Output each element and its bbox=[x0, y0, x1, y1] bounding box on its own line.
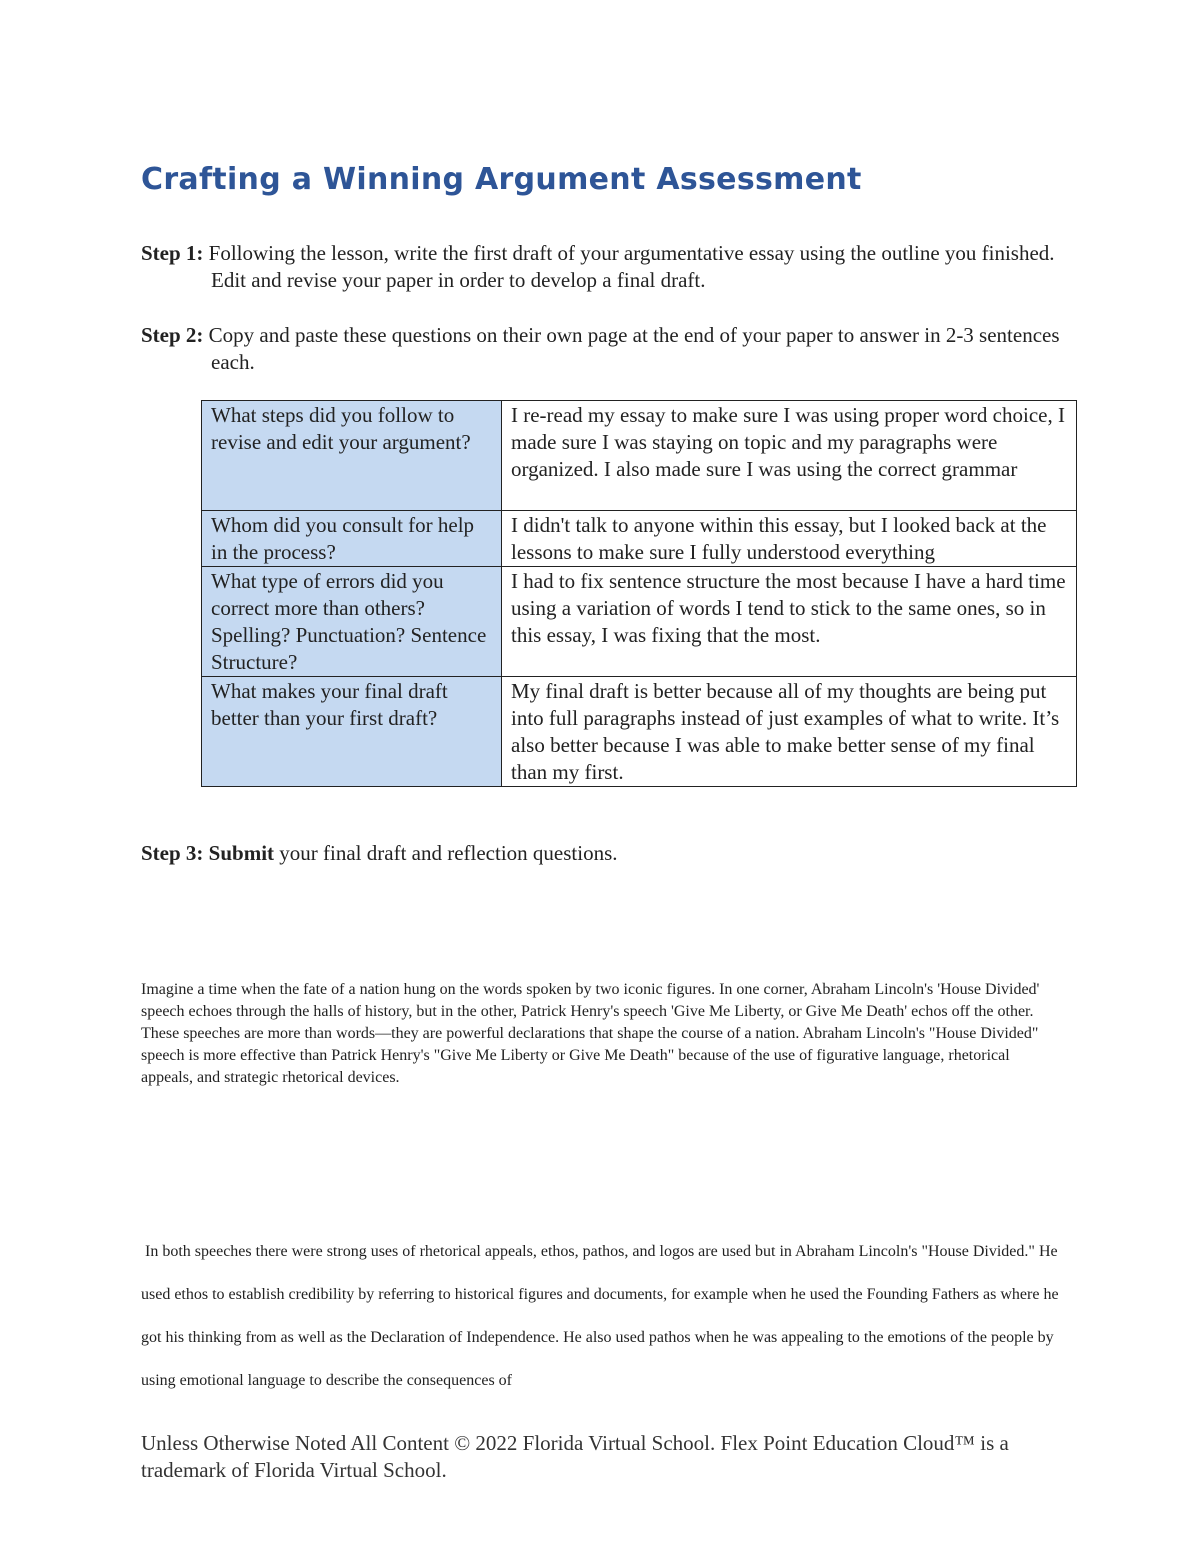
step-label: Step 2: bbox=[141, 323, 204, 347]
question-cell: Whom did you consult for help in the process? bbox=[202, 511, 502, 567]
page-title: Crafting a Winning Argument Assessment bbox=[141, 162, 862, 197]
reflection-table bbox=[201, 400, 1077, 787]
table-row bbox=[202, 511, 1077, 567]
answer-cell: I had to fix sentence structure the most because I have a hard time using a variation of words I tend to stick to the same ones, so in this essay, I was fixing that the most. bbox=[502, 567, 1077, 677]
step-text: Following the lesson, write the first draft of your argumentative essay using the outline you finished. Edit and revise your paper in order to develop a final draft. bbox=[208, 241, 1055, 292]
table-row bbox=[202, 401, 1077, 511]
copyright-footer: Unless Otherwise Noted All Content © 2022 Florida Virtual School. Flex Point Education Cloud™ is a trademark of Florida Virtual School. bbox=[141, 1431, 1009, 1482]
step-text: Copy and paste these questions on their own page at the end of your paper to answer in 2-3 sentences each. bbox=[208, 323, 1060, 374]
table-row bbox=[202, 567, 1077, 677]
step-bold-text: Submit bbox=[208, 841, 275, 865]
step-label: Step 1: bbox=[141, 241, 204, 265]
essay-body-paragraph: In both speeches there were strong uses of rhetorical appeals, ethos, pathos, and logos are used but in Abraham Lincoln's "House Divided." He used ethos to establish credibility by referring to historical figures and documents, for example when he used the Founding Fathers as where he got his thinking from as well as the Declaration of Independence. He also used pathos when he was appealing to the emotions of the people by using emotional language to describe the consequences of bbox=[141, 1243, 1059, 1389]
essay-intro-paragraph: Imagine a time when the fate of a nation hung on the words spoken by two iconic figures. In one corner, Abraham Lincoln's 'House Divided' speech echoes through the halls of history, but in the other, Patrick Henry's speech 'Give Me Liberty, or Give Me Death' echos off the other. These speeches are more than words—they are powerful declarations that shape the course of a nation. Abraham Lincoln's "House Divided" speech is more effective than Patrick Henry's "Give Me Liberty or Give Me Death" because of the use of figurative language, rhetorical appeals, and strategic rhetorical devices. bbox=[141, 981, 1040, 1086]
answer-cell: I re-read my essay to make sure I was using proper word choice, I made sure I was staying on topic and my paragraphs were organized. I also made sure I was using the correct grammar bbox=[502, 401, 1077, 511]
question-cell: What steps did you follow to revise and edit your argument? bbox=[202, 401, 502, 511]
question-cell: What type of errors did you correct more than others? Spelling? Punctuation? Sentence Structure? bbox=[202, 567, 502, 677]
step-2 bbox=[141, 322, 1061, 376]
table-row bbox=[202, 677, 1077, 787]
answer-cell: I didn't talk to anyone within this essay, but I looked back at the lessons to make sure I fully understood everything bbox=[502, 511, 1077, 567]
step-3 bbox=[141, 840, 1061, 867]
answer-cell: My final draft is better because all of my thoughts are being put into full paragraphs instead of just examples of what to write. It’s also better because I was able to make better sense of my final than my first. bbox=[502, 677, 1077, 787]
step-label: Step 3: bbox=[141, 841, 204, 865]
step-text: your final draft and reflection questions. bbox=[279, 841, 618, 865]
step-1 bbox=[141, 240, 1061, 294]
question-cell: What makes your final draft better than your first draft? bbox=[202, 677, 502, 787]
